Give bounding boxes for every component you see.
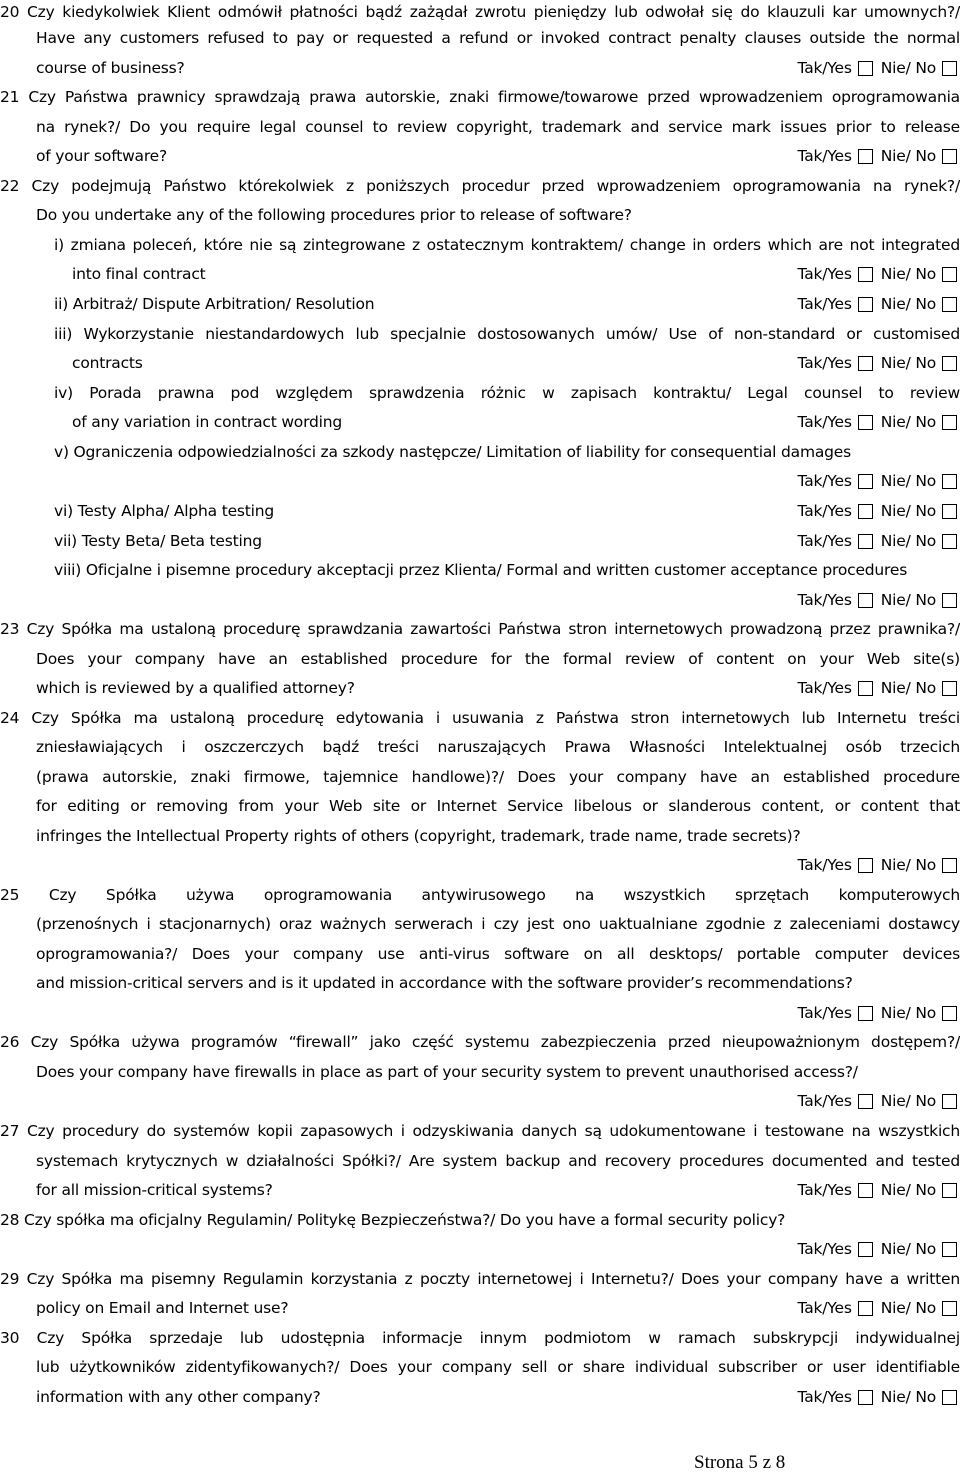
document-line bbox=[36, 1178, 960, 1202]
document-line bbox=[0, 1208, 960, 1232]
document-line bbox=[54, 588, 960, 612]
document-line bbox=[36, 56, 960, 80]
line-text: which is reviewed by a qualified attorney? bbox=[36, 679, 355, 697]
yes-no-answer bbox=[798, 410, 958, 434]
document-line bbox=[0, 1119, 960, 1143]
line-text: ii) Arbitraż/ Dispute Arbitration/ Resolution bbox=[54, 295, 375, 313]
no-label: Nie/ No bbox=[880, 502, 936, 520]
line-text: vii) Testy Beta/ Beta testing bbox=[54, 532, 262, 550]
yes-no-answer bbox=[798, 1178, 958, 1202]
yes-label: Tak/Yes bbox=[797, 147, 852, 165]
line-text: 20 Czy kiedykolwiek Klient odmówił płatności bądź zażądał zwrotu pieniędzy lub odwołał się do klauzuli kar umownych?/ bbox=[0, 3, 960, 21]
yes-checkbox[interactable] bbox=[858, 61, 873, 76]
document-line bbox=[54, 529, 960, 553]
yes-checkbox[interactable] bbox=[858, 593, 873, 608]
yes-no-answer bbox=[798, 56, 958, 80]
document-line bbox=[36, 115, 960, 139]
document-line bbox=[36, 735, 960, 759]
yes-checkbox[interactable] bbox=[858, 1006, 873, 1021]
line-text: 25 Czy Spółka używa oprogramowania antywirusowego na wszystkich sprzętach komputerowych bbox=[0, 886, 960, 904]
yes-label: Tak/Yes bbox=[797, 679, 852, 697]
no-checkbox[interactable] bbox=[942, 474, 957, 489]
no-checkbox[interactable] bbox=[942, 415, 957, 430]
yes-checkbox[interactable] bbox=[858, 415, 873, 430]
yes-checkbox[interactable] bbox=[858, 356, 873, 371]
no-label: Nie/ No bbox=[880, 532, 936, 550]
yes-no-answer bbox=[798, 144, 958, 168]
no-checkbox[interactable] bbox=[942, 149, 957, 164]
yes-no-answer bbox=[798, 676, 958, 700]
document-line bbox=[36, 26, 960, 50]
document-line bbox=[36, 1385, 960, 1409]
no-label: Nie/ No bbox=[880, 1388, 936, 1406]
yes-no-answer bbox=[798, 292, 958, 316]
document-line bbox=[0, 85, 960, 109]
yes-label: Tak/Yes bbox=[797, 591, 852, 609]
line-text: of any variation in contract wording bbox=[72, 413, 342, 431]
yes-label: Tak/Yes bbox=[797, 354, 852, 372]
document-line bbox=[36, 1296, 960, 1320]
document-line bbox=[0, 1326, 960, 1350]
no-label: Nie/ No bbox=[880, 354, 936, 372]
document-line bbox=[36, 794, 960, 818]
document-line bbox=[0, 883, 960, 907]
no-label: Nie/ No bbox=[880, 1299, 936, 1317]
document-line bbox=[0, 617, 960, 641]
no-checkbox[interactable] bbox=[942, 681, 957, 696]
document-line bbox=[72, 262, 960, 286]
yes-label: Tak/Yes bbox=[797, 295, 852, 313]
yes-no-answer bbox=[798, 351, 958, 375]
line-text: oprogramowania?/ Does your company use anti-virus software on all desktops/ portable computer devices bbox=[36, 945, 960, 963]
yes-no-answer bbox=[798, 529, 958, 553]
line-text: into final contract bbox=[72, 265, 206, 283]
document-line bbox=[54, 381, 960, 405]
document-line bbox=[36, 1060, 960, 1084]
no-checkbox[interactable] bbox=[942, 858, 957, 873]
line-text: contracts bbox=[72, 354, 143, 372]
no-label: Nie/ No bbox=[880, 1004, 936, 1022]
no-checkbox[interactable] bbox=[942, 297, 957, 312]
yes-checkbox[interactable] bbox=[858, 534, 873, 549]
yes-label: Tak/Yes bbox=[797, 1181, 852, 1199]
line-text: 28 Czy spółka ma oficjalny Regulamin/ Politykę Bezpieczeństwa?/ Do you have a formal security policy? bbox=[0, 1211, 786, 1229]
yes-label: Tak/Yes bbox=[797, 413, 852, 431]
line-text: 24 Czy Spółka ma ustaloną procedurę edytowania i usuwania z Państwa stron internetowych lub Internetu treści bbox=[0, 709, 960, 727]
line-text: lub użytkowników zidentyfikowanych?/ Does your company sell or share individual subscriber or user identifiable bbox=[36, 1358, 960, 1376]
document-line bbox=[54, 322, 960, 346]
no-label: Nie/ No bbox=[880, 147, 936, 165]
no-checkbox[interactable] bbox=[942, 1183, 957, 1198]
document-line bbox=[36, 824, 960, 848]
line-text: infringes the Intellectual Property rights of others (copyright, trademark, trade name, trade secrets)? bbox=[36, 827, 801, 845]
no-label: Nie/ No bbox=[880, 1240, 936, 1258]
no-checkbox[interactable] bbox=[942, 1094, 957, 1109]
no-checkbox[interactable] bbox=[942, 1242, 957, 1257]
yes-no-answer bbox=[798, 588, 958, 612]
yes-no-answer bbox=[798, 262, 958, 286]
no-checkbox[interactable] bbox=[942, 1390, 957, 1405]
yes-label: Tak/Yes bbox=[797, 59, 852, 77]
no-label: Nie/ No bbox=[880, 679, 936, 697]
document-line bbox=[36, 676, 960, 700]
yes-checkbox[interactable] bbox=[858, 1242, 873, 1257]
line-text: vi) Testy Alpha/ Alpha testing bbox=[54, 502, 275, 520]
yes-no-answer bbox=[798, 469, 958, 493]
yes-label: Tak/Yes bbox=[797, 532, 852, 550]
yes-label: Tak/Yes bbox=[797, 1004, 852, 1022]
line-text: zniesławiających i oszczerczych bądź treści naruszających Prawa Własności Intelektualnej osób trzecich bbox=[36, 738, 960, 756]
line-text: of your software? bbox=[36, 147, 168, 165]
yes-no-answer bbox=[798, 853, 958, 877]
line-text: i) zmiana poleceń, które nie są zintegrowane z ostatecznym kontraktem/ change in orders which are not integrated bbox=[54, 236, 960, 254]
no-checkbox[interactable] bbox=[942, 534, 957, 549]
line-text: systemach krytycznych w działalności Spółki?/ Are system backup and recovery procedures documented and tested bbox=[36, 1152, 960, 1170]
no-checkbox[interactable] bbox=[942, 356, 957, 371]
yes-label: Tak/Yes bbox=[797, 1299, 852, 1317]
yes-label: Tak/Yes bbox=[797, 502, 852, 520]
yes-checkbox[interactable] bbox=[858, 1301, 873, 1316]
line-text: 29 Czy Spółka ma pisemny Regulamin korzystania z poczty internetowej i Internetu?/ Does your company have a written bbox=[0, 1270, 960, 1288]
document-line bbox=[54, 558, 960, 582]
line-text: information with any other company? bbox=[36, 1388, 321, 1406]
line-text: course of business? bbox=[36, 59, 185, 77]
yes-checkbox[interactable] bbox=[858, 297, 873, 312]
page-number: Strona 5 z 8 bbox=[694, 1452, 786, 1473]
yes-label: Tak/Yes bbox=[797, 472, 852, 490]
no-label: Nie/ No bbox=[880, 265, 936, 283]
line-text: Does your company have an established procedure for the formal review of content on your Web site(s) bbox=[36, 650, 960, 668]
line-text: (prawa autorskie, znaki firmowe, tajemnice handlowe)?/ Does your company have an established procedure bbox=[36, 768, 960, 786]
document-line bbox=[36, 144, 960, 168]
line-text: iv) Porada prawna pod względem sprawdzenia różnic w zapisach kontraktu/ Legal counsel to review bbox=[54, 384, 960, 402]
no-label: Nie/ No bbox=[880, 856, 936, 874]
yes-checkbox[interactable] bbox=[858, 1183, 873, 1198]
yes-label: Tak/Yes bbox=[797, 856, 852, 874]
line-text: 21 Czy Państwa prawnicy sprawdzają prawa autorskie, znaki firmowe/towarowe przed wprowadzeniem oprogramowania bbox=[0, 88, 960, 106]
yes-checkbox[interactable] bbox=[858, 1094, 873, 1109]
yes-checkbox[interactable] bbox=[858, 681, 873, 696]
document-line bbox=[36, 1149, 960, 1173]
yes-no-answer bbox=[798, 1089, 958, 1113]
no-checkbox[interactable] bbox=[942, 267, 957, 282]
document-line bbox=[36, 647, 960, 671]
yes-checkbox[interactable] bbox=[858, 1390, 873, 1405]
yes-no-answer bbox=[798, 1385, 958, 1409]
no-checkbox[interactable] bbox=[942, 1006, 957, 1021]
yes-no-answer bbox=[798, 1237, 958, 1261]
document-line bbox=[54, 233, 960, 257]
document-line bbox=[0, 1030, 960, 1054]
no-label: Nie/ No bbox=[880, 1092, 936, 1110]
document-line bbox=[36, 765, 960, 789]
yes-checkbox[interactable] bbox=[858, 858, 873, 873]
no-label: Nie/ No bbox=[880, 59, 936, 77]
no-label: Nie/ No bbox=[880, 591, 936, 609]
document-line bbox=[36, 853, 960, 877]
document-line bbox=[0, 1267, 960, 1291]
document-line bbox=[36, 971, 960, 995]
line-text: for editing or removing from your Web site or Internet Service libelous or slanderous content, or content that bbox=[36, 797, 960, 815]
document-line bbox=[0, 0, 960, 24]
line-text: 30 Czy Spółka sprzedaje lub udostępnia informacje innym podmiotom w ramach subskrypcji indywidualnej bbox=[0, 1329, 960, 1347]
line-text: for all mission-critical systems? bbox=[36, 1181, 273, 1199]
line-text: Does your company have firewalls in place as part of your security system to prevent unauthorised access?/ bbox=[36, 1063, 858, 1081]
document-line bbox=[54, 469, 960, 493]
no-checkbox[interactable] bbox=[942, 61, 957, 76]
no-checkbox[interactable] bbox=[942, 504, 957, 519]
line-text: 26 Czy Spółka używa programów “firewall” jako część systemu zabezpieczenia przed nieupoważnionym dostępem?/ bbox=[0, 1033, 960, 1051]
line-text: (przenośnych i stacjonarnych) oraz ważnych serwerach i czy jest ono uaktualniane zgodnie z zaleceniami dostawcy bbox=[36, 915, 960, 933]
document-line bbox=[36, 203, 960, 227]
line-text: 23 Czy Spółka ma ustaloną procedurę sprawdzania zawartości Państwa stron internetowych prowadzoną przez prawnika?/ bbox=[0, 620, 960, 638]
yes-no-answer bbox=[798, 1296, 958, 1320]
document-line bbox=[54, 292, 960, 316]
line-text: viii) Oficjalne i pisemne procedury akceptacji przez Klienta/ Formal and written customer acceptance procedures bbox=[54, 561, 908, 579]
document-line bbox=[36, 1237, 960, 1261]
line-text: policy on Email and Internet use? bbox=[36, 1299, 289, 1317]
line-text: 27 Czy procedury do systemów kopii zapasowych i odzyskiwania danych są udokumentowane i testowane na wszystkich bbox=[0, 1122, 960, 1140]
document-line bbox=[36, 1089, 960, 1113]
no-label: Nie/ No bbox=[880, 472, 936, 490]
document-line bbox=[54, 499, 960, 523]
document-line bbox=[72, 351, 960, 375]
no-label: Nie/ No bbox=[880, 413, 936, 431]
document-line bbox=[36, 1001, 960, 1025]
no-label: Nie/ No bbox=[880, 295, 936, 313]
document-line bbox=[36, 942, 960, 966]
document-line bbox=[72, 410, 960, 434]
line-text: Have any customers refused to pay or requested a refund or invoked contract penalty clauses outside the normal bbox=[36, 29, 960, 47]
yes-label: Tak/Yes bbox=[797, 1240, 852, 1258]
yes-no-answer bbox=[798, 499, 958, 523]
yes-no-answer bbox=[798, 1001, 958, 1025]
yes-checkbox[interactable] bbox=[858, 474, 873, 489]
document-line bbox=[36, 1355, 960, 1379]
document-line bbox=[36, 912, 960, 936]
yes-checkbox[interactable] bbox=[858, 504, 873, 519]
line-text: Do you undertake any of the following procedures prior to release of software? bbox=[36, 206, 632, 224]
yes-checkbox[interactable] bbox=[858, 149, 873, 164]
yes-label: Tak/Yes bbox=[797, 265, 852, 283]
line-text: and mission-critical servers and is it updated in accordance with the software provider’s recommendations? bbox=[36, 974, 853, 992]
document-line bbox=[0, 706, 960, 730]
line-text: iii) Wykorzystanie niestandardowych lub specjalnie dostosowanych umów/ Use of non-standard or customised bbox=[54, 325, 960, 343]
document-line bbox=[54, 440, 960, 464]
line-text: 22 Czy podejmują Państwo którekolwiek z poniższych procedur przed wprowadzeniem oprogramowania na rynek?/ bbox=[0, 177, 960, 195]
line-text: v) Ograniczenia odpowiedzialności za szkody następcze/ Limitation of liability for consequential damages bbox=[54, 443, 851, 461]
yes-checkbox[interactable] bbox=[858, 267, 873, 282]
no-checkbox[interactable] bbox=[942, 593, 957, 608]
yes-label: Tak/Yes bbox=[797, 1388, 852, 1406]
document-line bbox=[0, 174, 960, 198]
yes-label: Tak/Yes bbox=[797, 1092, 852, 1110]
no-label: Nie/ No bbox=[880, 1181, 936, 1199]
no-checkbox[interactable] bbox=[942, 1301, 957, 1316]
line-text: na rynek?/ Do you require legal counsel to review copyright, trademark and service mark issues prior to release bbox=[36, 118, 960, 136]
